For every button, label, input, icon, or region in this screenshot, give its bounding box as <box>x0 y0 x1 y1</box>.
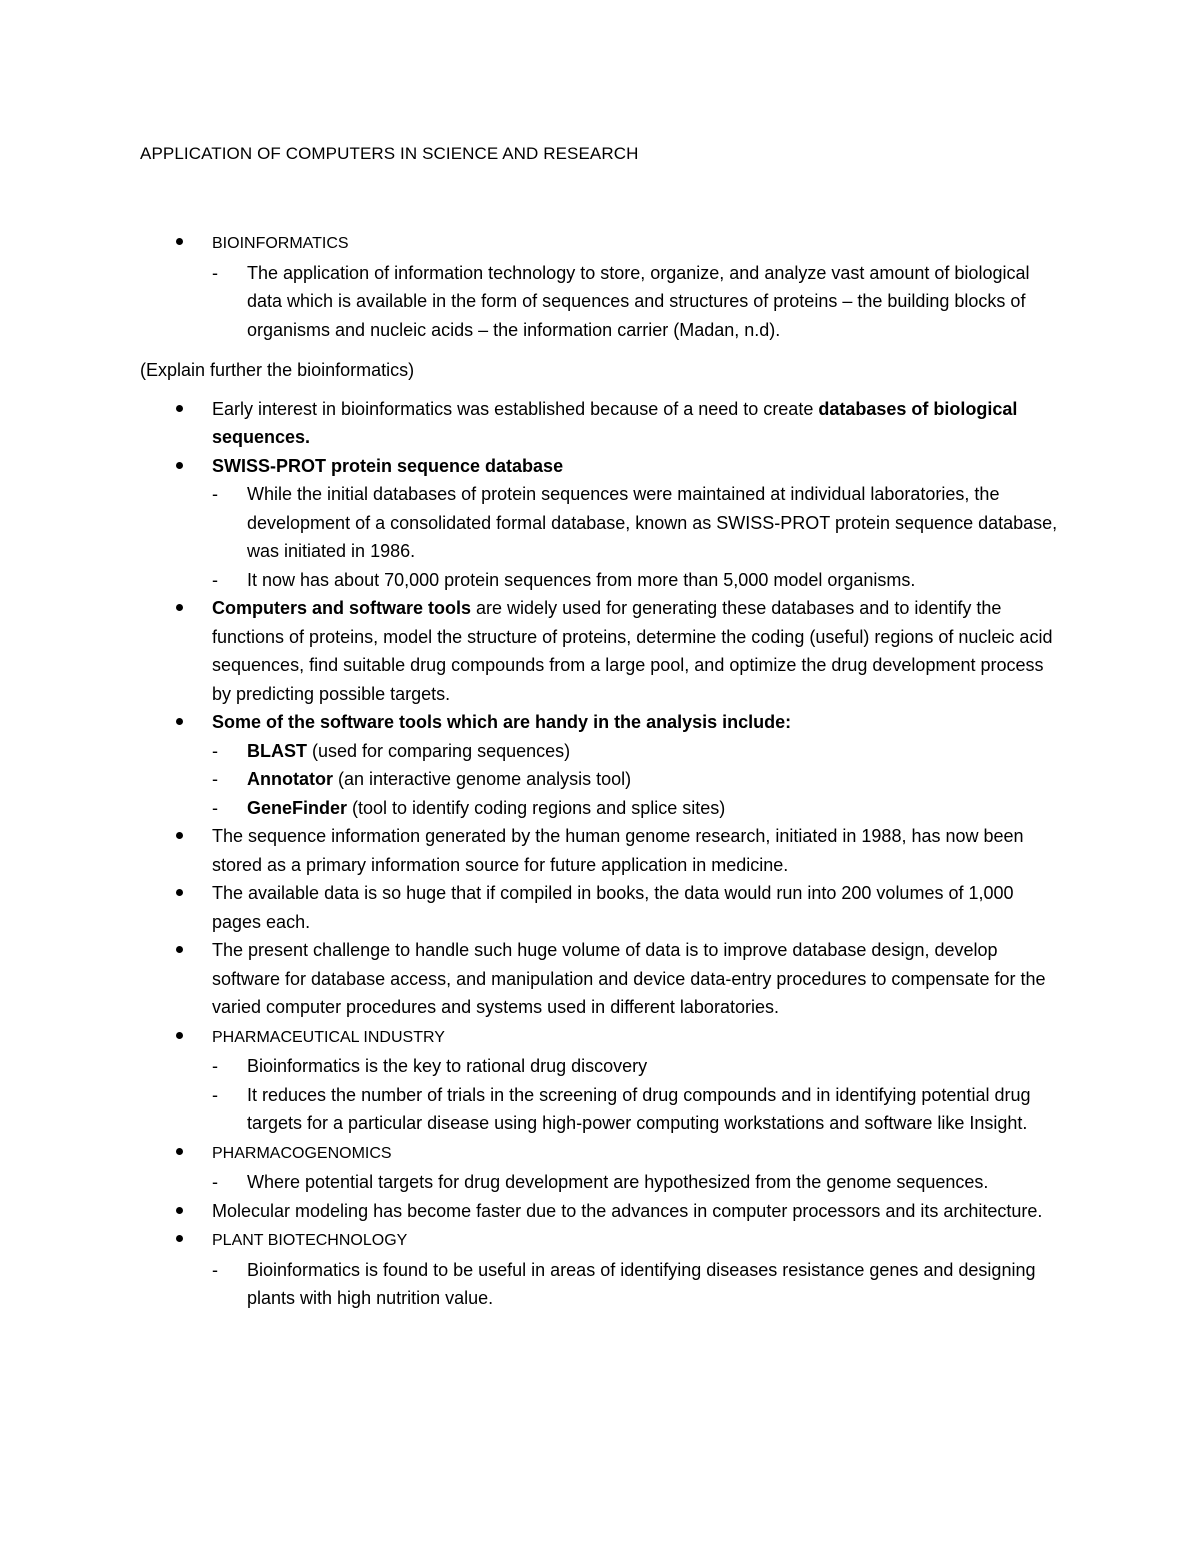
dash-item-blast <box>0 737 1200 766</box>
section-heading: PHARMACOGENOMICS <box>212 1144 392 1162</box>
bullet-icon <box>176 946 183 953</box>
item-text: Molecular modeling has become faster due to the advances in computer processors and its architecture. <box>212 1200 1043 1221</box>
item-text: While the initial databases of protein sequences were maintained at individual laboratories, the development of a consolidated formal database, known as SWISS-PROT protein sequence database, was initiated in 1986. <box>247 484 1058 561</box>
dash-marker: - <box>212 262 218 283</box>
dash-marker: - <box>212 484 218 504</box>
bullet-icon <box>176 1032 183 1039</box>
dash-item <box>0 1168 1200 1197</box>
dash-item <box>0 1081 1200 1138</box>
document-body <box>0 228 1200 1313</box>
item-text: are widely used for generating these databases and to identify the functions of proteins, model the structure of proteins, determine the coding (useful) regions of nucleic acid sequences, find suitable drug compounds from a large pool, and optimize the drug development process by predicting possible targets. <box>212 598 1053 704</box>
item-text: (Explain further the bioinformatics) <box>140 360 415 380</box>
bullet-item-swissprot <box>0 452 1200 481</box>
dash-marker: - <box>212 797 218 818</box>
bullet-item <box>0 879 1200 936</box>
dash-marker: - <box>212 1172 218 1192</box>
bullet-icon <box>176 718 183 725</box>
paragraph-note <box>0 356 1200 385</box>
item-text: It reduces the number of trials in the screening of drug compounds and in identifying potential drug targets for a particular disease using high-power computing workstations and software like Insight. <box>247 1084 1031 1133</box>
item-text: Where potential targets for drug development are hypothesized from the genome sequences. <box>247 1172 989 1192</box>
item-bold-text: BLAST <box>247 740 307 761</box>
dash-marker: - <box>212 1259 218 1280</box>
item-text: (tool to identify coding regions and splice sites) <box>347 797 726 818</box>
bullet-icon <box>176 1148 183 1155</box>
item-bold-text: SWISS-PROT protein sequence database <box>212 455 564 476</box>
item-text: The sequence information generated by the human genome research, initiated in 1988, has now been stored as a primary information source for future application in medicine. <box>212 826 1024 875</box>
dash-item <box>0 259 1200 345</box>
bullet-item <box>0 936 1200 1022</box>
bullet-icon <box>176 238 183 245</box>
item-text: The available data is so huge that if compiled in books, the data would run into 200 volumes of 1,000 pages each. <box>212 883 1014 932</box>
document-title: APPLICATION OF COMPUTERS IN SCIENCE AND RESEARCH <box>140 144 639 163</box>
item-text: The application of information technology to store, organize, and analyze vast amount of biological data which is available in the form of sequences and structures of proteins – the building blocks of organisms and nucleic acids – the information carrier (Madan, n.d). <box>247 262 1030 340</box>
bullet-icon <box>176 1207 183 1214</box>
bullet-item <box>0 1197 1200 1226</box>
dash-marker: - <box>212 740 218 761</box>
item-bold-text: GeneFinder <box>247 797 348 818</box>
dash-marker: - <box>212 569 218 590</box>
bullet-icon <box>176 832 183 839</box>
dash-item <box>0 480 1200 566</box>
item-text: The present challenge to handle such huge volume of data is to improve database design, develop software for database access, and manipulation and device data-entry procedures to compensate for the varied computer procedures and systems used in different laboratories. <box>212 940 1046 1017</box>
item-text: (an interactive genome analysis tool) <box>332 769 632 789</box>
item-bold-text: Annotator <box>247 769 333 789</box>
bullet-icon <box>176 462 183 469</box>
dash-item-annotator <box>0 765 1200 794</box>
item-text: Early interest in bioinformatics was established because of a need to create <box>212 398 819 419</box>
item-bold-text: Some of the software tools which are handy in the analysis include: <box>212 712 792 732</box>
bullet-item-pharmacogenomics <box>0 1138 1200 1169</box>
bullet-icon <box>176 405 183 412</box>
item-text: It now has about 70,000 protein sequences from more than 5,000 model organisms. <box>247 569 916 590</box>
section-heading: PLANT BIOTECHNOLOGY <box>212 1232 408 1249</box>
bullet-item-bioinformatics <box>0 228 1200 259</box>
dash-item <box>0 1256 1200 1313</box>
bullet-icon <box>176 604 183 611</box>
bullet-item <box>0 395 1200 452</box>
bullet-icon <box>176 889 183 896</box>
bullet-icon <box>176 1235 183 1242</box>
item-text: Bioinformatics is found to be useful in areas of identifying diseases resistance genes and designing plants with high nutrition value. <box>247 1259 1036 1308</box>
bullet-item <box>0 594 1200 708</box>
item-bold-text: databases of biological sequences. <box>212 398 1018 447</box>
dash-marker: - <box>212 769 218 789</box>
item-text: Bioinformatics is the key to rational drug discovery <box>247 1056 648 1076</box>
item-text: (used for comparing sequences) <box>307 740 571 761</box>
section-heading: BIOINFORMATICS <box>212 235 349 252</box>
dash-item <box>0 1052 1200 1081</box>
section-heading: PHARMACEUTICAL INDUSTRY <box>212 1028 445 1046</box>
item-bold-text: Computers and software tools <box>212 598 472 618</box>
bullet-item-pharmaceutical <box>0 1022 1200 1053</box>
dash-marker: - <box>212 1056 218 1076</box>
dash-marker: - <box>212 1084 218 1105</box>
dash-item <box>0 566 1200 595</box>
dash-item-genefinder <box>0 794 1200 823</box>
bullet-item <box>0 708 1200 737</box>
bullet-item-plant-biotechnology <box>0 1225 1200 1256</box>
bullet-item <box>0 822 1200 879</box>
